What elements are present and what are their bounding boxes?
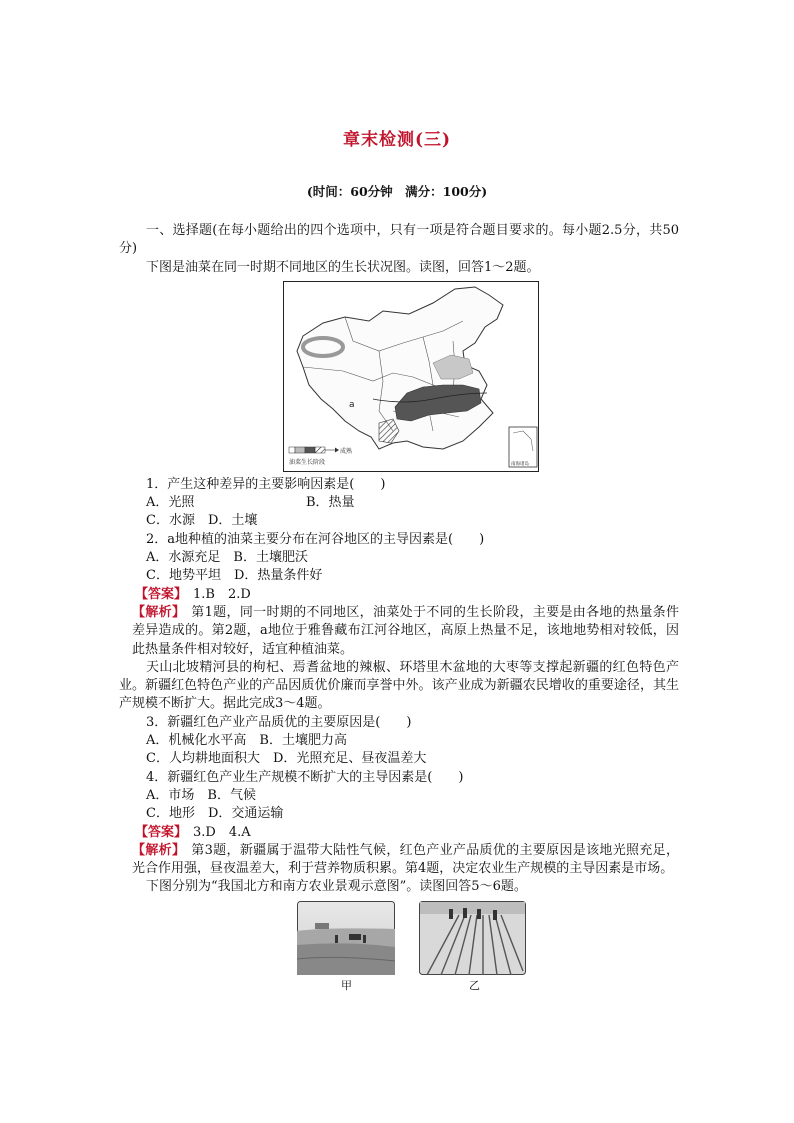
explanation-1-2 bbox=[119, 604, 679, 659]
explanation-text: 第3题，新疆属于温带大陆性气候，红色产业产品质优的主要原因是该地光照充足，光合作用强，昼夜温差大，利于营养物质积累。第4题，决定农业生产规模的主导因素是市场。 bbox=[132, 842, 679, 877]
page-title: 章末检测(三) bbox=[342, 130, 452, 150]
answer-text: 3.D 4.A bbox=[193, 824, 251, 840]
q4-options-cd: C．地形 D．交通运输 bbox=[146, 806, 284, 822]
north-landscape-photo bbox=[297, 901, 395, 975]
section-intro: 一、选择题(在每小题给出的四个选项中，只有一项是符合题目要求的。每小题2.5分，共50分) bbox=[119, 223, 679, 257]
label-a: a bbox=[349, 399, 355, 410]
q4-options-ab: A．市场 B．气候 bbox=[146, 787, 256, 803]
legend-mature: 成熟 bbox=[340, 447, 353, 455]
explanation-tag: 【解析】 bbox=[132, 842, 186, 858]
exam-time-score: (时间：60分钟 满分：100分) bbox=[306, 184, 488, 199]
q2-options-cd: C．地势平坦 D．热量条件好 bbox=[146, 568, 323, 584]
china-rapeseed-map bbox=[283, 281, 539, 472]
caption-yi: 乙 bbox=[469, 978, 480, 992]
south-landscape-photo bbox=[419, 901, 526, 975]
legend-caption: 油菜生长阶段 bbox=[289, 458, 326, 466]
q1-stem: 1．产生这种差异的主要影响因素是( ) bbox=[146, 476, 386, 492]
caption-jia: 甲 bbox=[341, 978, 352, 992]
inset-caption: 南海诸岛 bbox=[511, 461, 529, 467]
answer-tag: 【答案】 bbox=[135, 824, 188, 840]
q1-options-cd: C．水源 D．土壤 bbox=[146, 513, 258, 529]
answer-text: 1.B 2.D bbox=[193, 586, 251, 602]
q2-stem: 2．a地种植的油菜主要分布在河谷地区的主导因素是( ) bbox=[146, 531, 485, 547]
q3-stem: 3．新疆红色产业产品质优的主要原因是( ) bbox=[146, 714, 412, 730]
q1-opt-b: B．热量 bbox=[306, 495, 355, 511]
answer-3-4 bbox=[119, 824, 679, 842]
explanation-3-4 bbox=[119, 842, 679, 879]
explanation-text: 第1题，同一时期的不同地区，油菜处于不同的生长阶段，主要是由各地的热量条件差异造成的。第2题，a地位于雅鲁藏布江河谷地区，高原上热量不足，该地地势相对较低，因此热量条件相对较好，适宜种植油菜。 bbox=[132, 604, 679, 657]
q4-stem: 4．新疆红色产业生产规模不断扩大的主导因素是( ) bbox=[146, 769, 464, 785]
explanation-tag: 【解析】 bbox=[132, 604, 186, 620]
agriculture-photos bbox=[119, 901, 679, 993]
q1-options-ab bbox=[119, 494, 679, 512]
q3-options-ab: A．机械化水平高 B．土壤肥力高 bbox=[146, 733, 347, 749]
q2-options-ab: A．水源充足 B．土壤肥沃 bbox=[146, 550, 308, 566]
q3-options-cd: C．人均耕地面积大 D．光照充足、昼夜温差大 bbox=[146, 751, 427, 767]
question-lead-5-6: 下图分别为“我国北方和南方农业景观示意图”。读图回答5～6题。 bbox=[146, 879, 527, 895]
document-body bbox=[119, 222, 679, 993]
answer-tag: 【答案】 bbox=[135, 586, 188, 602]
answer-1-2 bbox=[119, 586, 679, 604]
passage-xinjiang: 天山北坡精河县的枸杞、焉耆盆地的辣椒、环塔里木盆地的大枣等支撑起新疆的红色特色产业。新疆红色特色产业的产品因质优价廉而享誉中外。该产业成为新疆农民增收的重要途径，其生产规模不断扩大。据此完成3～4题。 bbox=[119, 659, 679, 712]
question-lead-1-2: 下图是油菜在同一时期不同地区的生长状况图。读图，回答1～2题。 bbox=[146, 259, 540, 275]
q1-opt-a: A．光照 bbox=[146, 495, 195, 511]
